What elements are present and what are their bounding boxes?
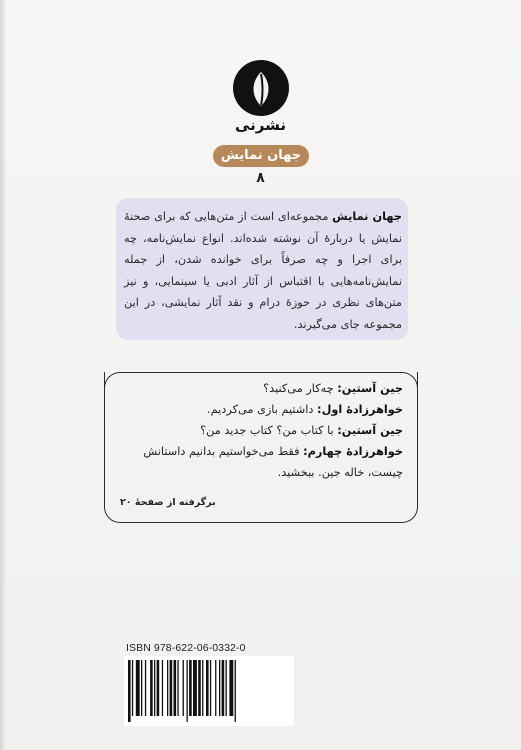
series-badge: جهان نمایش [213,145,309,167]
barcode-bar [215,660,216,716]
barcode-bar [198,660,201,716]
quote-line [120,441,403,483]
barcode-bars [128,660,236,722]
barcode-bar [167,660,168,716]
quote-text: چه‌کار می‌کنید؟ [263,382,338,395]
barcode-bar [177,660,178,716]
quote-speaker: خواهرزادهٔ چهارم: [303,445,403,458]
barcode-bar [174,660,177,716]
quote-line [120,420,403,441]
quote-text: فقط می‌خواستیم بدانیم داستانش چیست، خاله جین. ببخشید. [143,445,403,479]
barcode-bar [128,660,131,722]
description-text: مجموعه‌ای است از متن‌هایی که برای صحنهٔ نمایش یا دربارهٔ آن نوشته شده‌اند. انواع نمایش‌نامه، چه برای اجرا و چه صرفاً برای خوانده شدن، از جمله نمایش‌نامه‌هایی با اقتباس از آثار ادبی یا سینمایی، و نیز متن‌های نظری در حوزهٔ درام و نقد آثار نمایشی، در این مجموعه جای می‌گیرند. [124,210,402,331]
barcode-bar [222,660,225,716]
description-highlight: جهان نمایش [332,210,402,223]
barcode-bar [136,660,140,716]
isbn-label: ISBN 978-622-06-0332-0 [126,642,246,654]
barcode-bar [141,660,142,716]
barcode [124,656,294,726]
quote-line [120,378,403,399]
barcode-bar [150,660,153,716]
leaf-logo-icon [233,60,289,116]
quote-speaker: جین آستین: [337,424,403,437]
barcode-bar [193,660,197,716]
quote-line [120,399,403,420]
quote-source: برگرفته از صفحهٔ ۲۰ [120,497,216,508]
barcode-bar [219,660,220,716]
barcode-bar [235,660,236,722]
excerpt-quote [120,378,403,483]
quote-speaker: جین آستین: [337,382,403,395]
barcode-bar [189,660,192,716]
barcode-bar [229,660,233,716]
cover-spine-edge [0,0,6,750]
barcode-bar [202,660,203,716]
barcode-bar [170,660,173,716]
quote-text: داشتیم بازی می‌کردیم. [207,403,318,416]
barcode-bar [187,660,188,722]
barcode-bar [132,660,133,716]
barcode-bar [226,660,227,716]
publisher-name: نشرنی [234,116,287,134]
quote-speaker: خواهرزادهٔ اول: [317,403,403,416]
barcode-bar [183,660,184,716]
series-number: ۸ [256,170,265,186]
barcode-bar [210,660,211,716]
barcode-bar [206,660,209,716]
barcode-bar [154,660,155,716]
barcode-bar [157,660,160,716]
quote-text: با کتاب من؟ کتاب جدید من؟ [200,424,338,437]
series-description [124,206,402,335]
barcode-bar [145,660,146,716]
barcode-bar [162,660,163,716]
